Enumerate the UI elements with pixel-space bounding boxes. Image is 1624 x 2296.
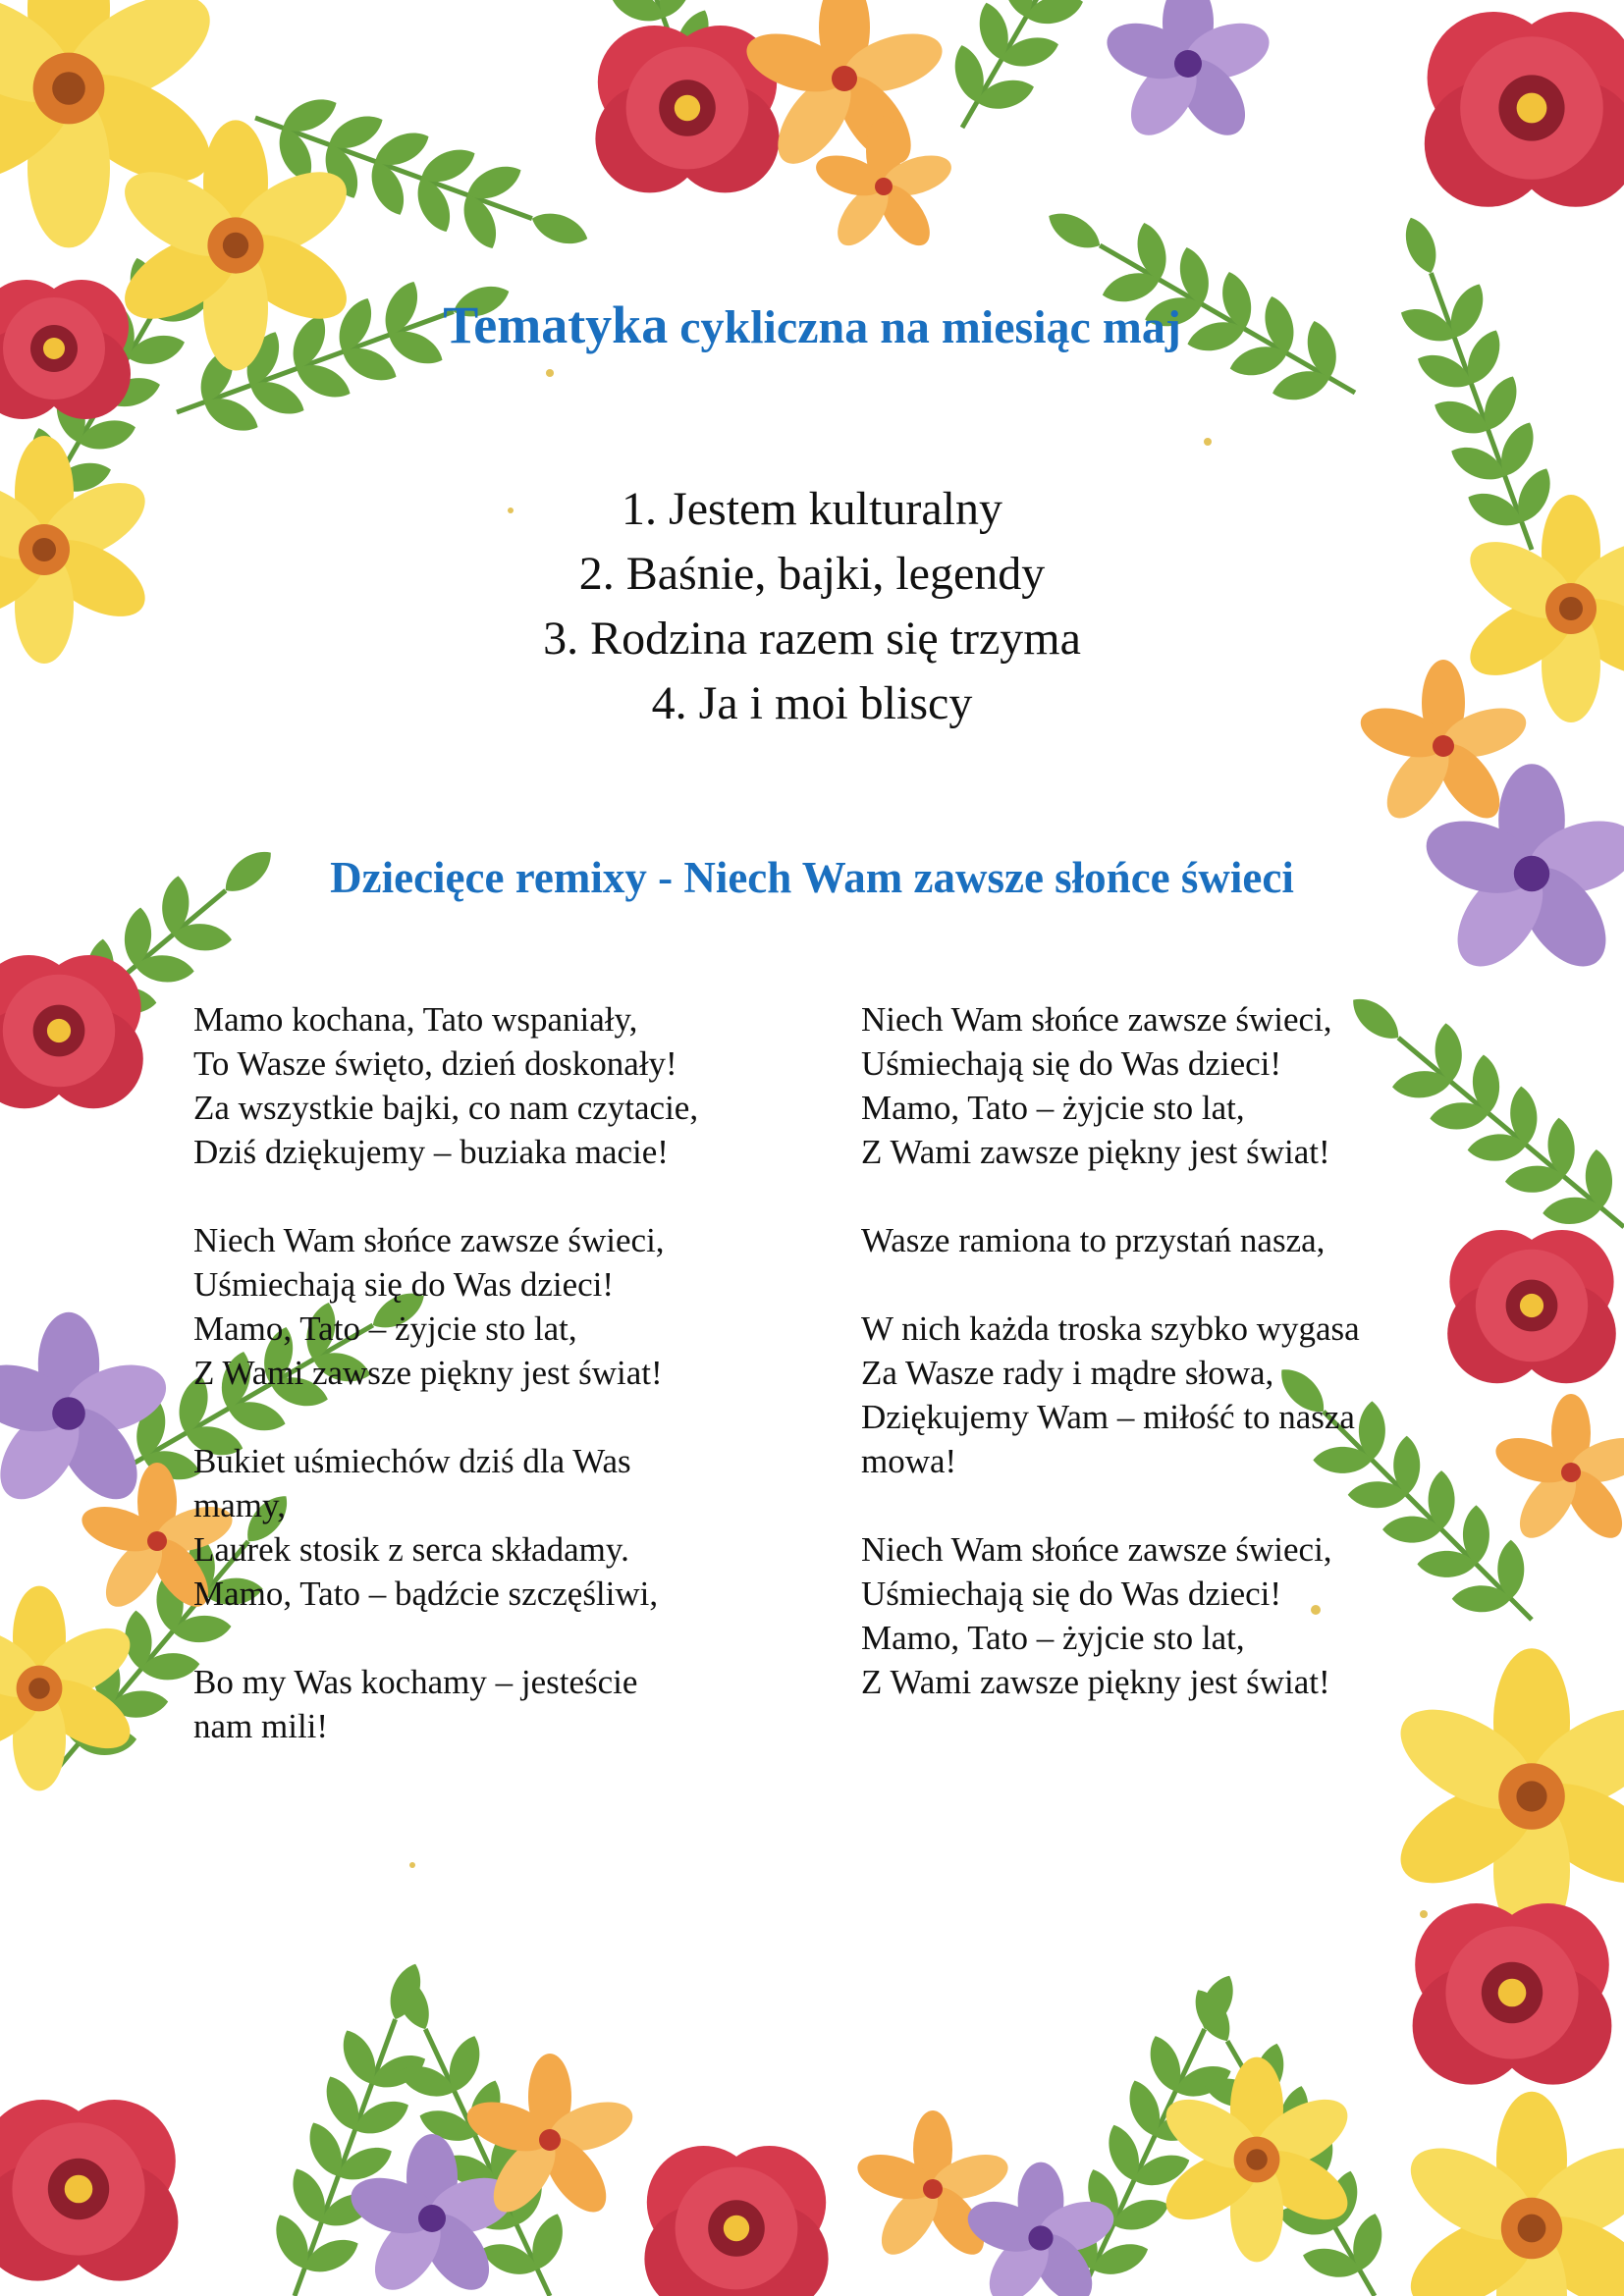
topic-item: 2. Baśnie, bajki, legendy [578, 548, 1046, 600]
lyric-line: To Wasze święto, dzień doskonały! [193, 1044, 677, 1083]
stanza [861, 1527, 1489, 1704]
lyric-line: mamy, [193, 1486, 286, 1524]
lyric-line: Za Wasze rady i mądre słowa, [861, 1354, 1274, 1392]
page-title-first-word: Tematyka [443, 295, 669, 354]
stanza [193, 1660, 822, 1748]
lyric-line: Z Wami zawsze piękny jest świat! [193, 1354, 663, 1392]
lyric-line: Mamo, Tato – żyjcie sto lat, [193, 1309, 577, 1348]
lyric-line: Mamo kochana, Tato wspaniały, [193, 1000, 638, 1039]
lyrics-right-column [861, 997, 1489, 1748]
lyric-line: Mamo, Tato – żyjcie sto lat, [861, 1619, 1245, 1657]
lyric-line: Mamo, Tato – żyjcie sto lat, [861, 1089, 1245, 1127]
lyric-line: Wasze ramiona to przystań nasza, [861, 1221, 1326, 1259]
lyric-line: mowa! [861, 1442, 957, 1480]
lyric-line: Z Wami zawsze piękny jest świat! [861, 1133, 1330, 1171]
lyric-line: Bo my Was kochamy – jesteście [193, 1663, 638, 1701]
lyric-line: Z Wami zawsze piękny jest świat! [861, 1663, 1330, 1701]
stanza [193, 1218, 822, 1395]
stanza [861, 1218, 1489, 1262]
page-title [0, 294, 1624, 355]
lyric-line: Laurek stosik z serca składamy. [193, 1530, 629, 1569]
stanza [193, 1439, 822, 1616]
lyric-line: Niech Wam słońce zawsze świeci, [861, 1000, 1332, 1039]
lyric-line: Uśmiechają się do Was dzieci! [861, 1044, 1282, 1083]
stanza [861, 1307, 1489, 1483]
lyric-line: W nich każda troska szybko wygasa [861, 1309, 1360, 1348]
lyric-line: Mamo, Tato – bądźcie szczęśliwi, [193, 1575, 659, 1613]
song-title: Dziecięce remixy - Niech Wam zawsze słońce świeci [330, 853, 1294, 902]
lyric-line: Dziś dziękujemy – buziaka macie! [193, 1133, 669, 1171]
topic-item: 1. Jestem kulturalny [622, 483, 1002, 535]
lyric-line: Niech Wam słońce zawsze świeci, [861, 1530, 1332, 1569]
lyric-line: Dziękujemy Wam – miłość to nasza [861, 1398, 1355, 1436]
lyric-line: Bukiet uśmiechów dziś dla Was [193, 1442, 631, 1480]
page-title-rest: cykliczna na miesiąc maj [668, 301, 1181, 353]
topic-item: 3. Rodzina razem się trzyma [543, 613, 1081, 665]
lyric-line: Za wszystkie bajki, co nam czytacie, [193, 1089, 699, 1127]
stanza [193, 997, 822, 1174]
lyrics-left-column [193, 997, 822, 1792]
stanza [861, 997, 1489, 1174]
lyric-line: Niech Wam słońce zawsze świeci, [193, 1221, 665, 1259]
lyric-line: Uśmiechają się do Was dzieci! [861, 1575, 1282, 1613]
lyric-line: Uśmiechają się do Was dzieci! [193, 1265, 615, 1304]
topic-item: 4. Ja i moi bliscy [651, 677, 973, 729]
topics-list [0, 477, 1624, 736]
lyric-line: nam mili! [193, 1707, 329, 1745]
